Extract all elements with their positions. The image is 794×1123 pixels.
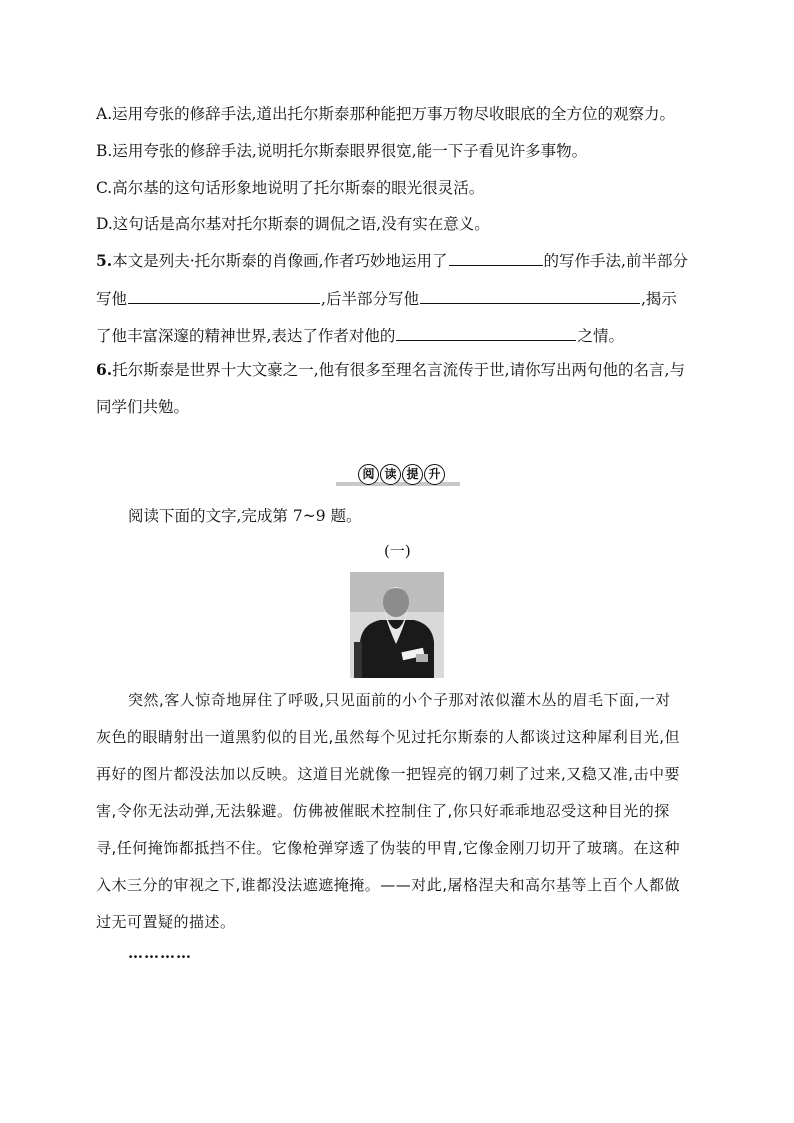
option-d: D.这句话是高尔基对托尔斯泰的调侃之语,没有实在意义。 xyxy=(96,215,490,233)
question-5-line-2 xyxy=(96,288,677,309)
question-number: 5. xyxy=(96,251,113,270)
section-header-reading xyxy=(336,464,460,488)
tolstoy-portrait xyxy=(350,572,444,678)
question-text: 托尔斯泰是世界十大文豪之一,他有很多至理名言流传于世,请你写出两句他的名言,与 xyxy=(112,361,685,379)
header-char: 阅 xyxy=(358,464,379,485)
question-text: 本文是列夫·托尔斯泰的肖像画,作者巧妙地运用了 xyxy=(112,252,448,270)
reading-instructions: 阅读下面的文字,完成第 7~9 题。 xyxy=(128,507,362,525)
question-text: ,揭示 xyxy=(640,290,677,308)
answer-blank[interactable] xyxy=(128,288,320,304)
passage-line: 再好的图片都没法加以反映。这道目光就像一把锃亮的钢刀刺了过来,又稳又准,击中要 xyxy=(96,765,681,783)
question-text: 写他 xyxy=(96,290,128,308)
option-b: B.运用夸张的修辞手法,说明托尔斯泰眼界很宽,能一下子看见许多事物。 xyxy=(96,142,588,160)
answer-blank[interactable] xyxy=(449,250,543,266)
passage-line: 过无可置疑的描述。 xyxy=(96,913,236,931)
passage-line: 入木三分的审视之下,谁都没法遮遮掩掩。——对此,屠格涅夫和高尔基等上百个人都做 xyxy=(96,876,681,894)
question-text: 的写作手法,前半部分 xyxy=(543,252,688,270)
question-number: 6. xyxy=(96,360,113,379)
question-5-line-3 xyxy=(96,325,624,346)
passage-line: 灰色的眼睛射出一道黑豹似的目光,虽然每个见过托尔斯泰的人都谈过这种犀利目光,但 xyxy=(96,728,681,746)
passage-line: 害,令你无法动弹,无法躲避。仿佛被催眠术控制住了,你只好乖乖地忍受这种目光的探 xyxy=(96,802,670,820)
passage-line: 突然,客人惊奇地屏住了呼吸,只见面前的小个子那对浓似灌木丛的眉毛下面,一对 xyxy=(128,691,671,709)
passage-line: 寻,任何掩饰都抵挡不住。它像枪弹穿透了伪装的甲胄,它像金刚刀切开了玻璃。在这种 xyxy=(96,839,681,857)
question-text: ,后半部分写他 xyxy=(321,290,419,308)
passage-number: (一) xyxy=(384,542,411,560)
option-a: A.运用夸张的修辞手法,道出托尔斯泰那种能把万事万物尽收眼底的全方位的观察力。 xyxy=(96,105,676,123)
answer-blank[interactable] xyxy=(396,325,576,341)
question-5-line-1 xyxy=(96,250,688,271)
question-text: 了他丰富深邃的精神世界,表达了作者对他的 xyxy=(96,327,396,345)
ellipsis: ………… xyxy=(128,944,192,962)
header-char: 升 xyxy=(424,464,445,485)
question-6-line-1 xyxy=(96,360,685,380)
option-c: C.高尔基的这句话形象地说明了托尔斯泰的眼光很灵活。 xyxy=(96,179,485,197)
header-char: 读 xyxy=(380,464,401,485)
header-char: 提 xyxy=(402,464,423,485)
answer-blank[interactable] xyxy=(420,288,640,304)
question-6-line-2: 同学们共勉。 xyxy=(96,398,190,416)
question-text: 之情。 xyxy=(577,327,624,345)
